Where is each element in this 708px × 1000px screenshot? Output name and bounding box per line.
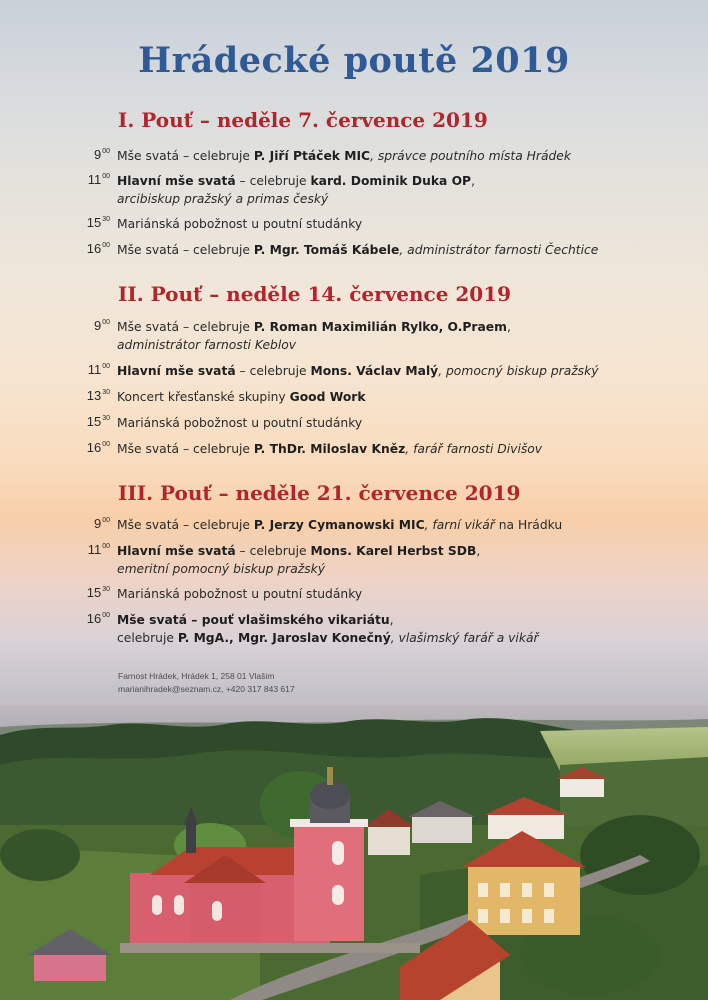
time-label: $16^{00}$ [86,611,110,626]
contact-info [118,670,295,696]
time-label: $11^{00}$ [87,172,110,187]
event-description: Hlavní mše svatá – celebruje kard. Dominik Duka OP, arcibiskup pražský a primas český [117,174,475,206]
time-label: $13^{30}$ [86,388,110,403]
contact-email-phone: marianihradek@seznam.cz, +420 317 843 617 [118,684,295,694]
poster-title: Hrádecké poutě 2019 [138,40,570,81]
event-description: Mše svatá – celebruje P. Jerzy Cymanowski MIC, farní vikář na Hrádku [117,518,563,532]
time-label: $9^{00}$ [93,147,110,162]
church-landscape-photo [0,705,708,1000]
time-label: $15^{30}$ [86,585,110,600]
contact-address: Farnost Hrádek, Hrádek 1, 258 01 Vlašim [118,671,275,681]
event-description: Koncert křesťanské skupiny Good Work [117,390,366,404]
section-heading-2: II. Pouť – neděle 14. července 2019 [118,282,512,306]
time-label: $16^{00}$ [86,241,110,256]
event-description: Mariánská pobožnost u poutní studánky [117,587,363,601]
event-description: Mše svatá – celebruje P. ThDr. Miloslav Kněz, farář farnosti Divišov [117,442,543,456]
event-description: Mariánská pobožnost u poutní studánky [117,416,363,430]
event-description: Hlavní mše svatá – celebruje Mons. Václav Malý, pomocný biskup pražský [117,364,599,378]
time-label: $11^{00}$ [87,542,110,557]
event-description: Mše svatá – celebruje P. Mgr. Tomáš Kábele, administrátor farnosti Čechtice [117,243,599,257]
event-description: Mše svatá – celebruje P. Roman Maximilián Rylko, O.Praem, administrátor farnosti Keblov [117,320,511,352]
event-description: Mše svatá – celebruje P. Jiří Ptáček MIC, správce poutního místa Hrádek [117,149,571,163]
event-description: Mariánská pobožnost u poutní studánky [117,217,363,231]
event-description: Mše svatá – pouť vlašimského vikariátu, celebruje P. MgA., Mgr. Jaroslav Konečný, vlašimský farář a vikář [117,613,539,645]
time-label: $15^{30}$ [86,215,110,230]
event-description: Hlavní mše svatá – celebruje Mons. Karel Herbst SDB, emeritní pomocný biskup pražský [117,544,481,576]
time-label: $9^{00}$ [93,318,110,333]
section-heading-1: I. Pouť – neděle 7. července 2019 [118,108,488,132]
time-label: $11^{00}$ [87,362,110,377]
time-label: $9^{00}$ [93,516,110,531]
time-label: $15^{30}$ [86,414,110,429]
section-heading-3: III. Pouť – neděle 21. července 2019 [118,481,521,505]
time-label: $16^{00}$ [86,440,110,455]
